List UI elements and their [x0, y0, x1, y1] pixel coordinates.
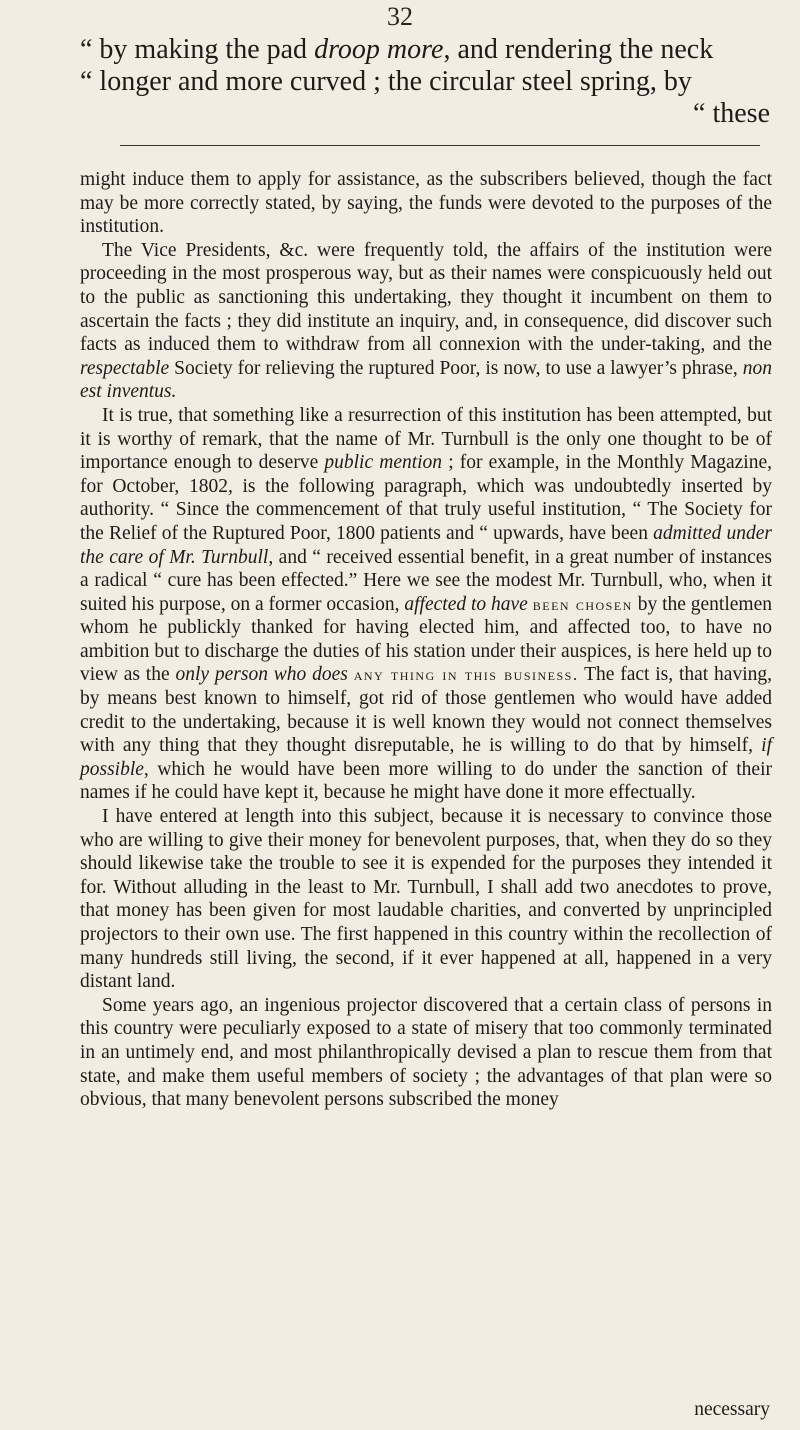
quote-text: “ by making the pad: [80, 34, 315, 65]
text-run: Society for relieving the ruptured Poor, is now, to use a lawyer’s phrase,: [169, 357, 743, 379]
text-run: , which he would have been more willing to do under the sanction of their names if he could have kept it, because he might have done it more effectually.: [80, 758, 772, 804]
quoted-passage: [80, 34, 770, 130]
page-number: 32: [387, 2, 413, 31]
small-caps-run: been chosen: [532, 594, 633, 614]
text-run: It is true, that something like a resurrection of this institution has been attempted, but it is worthy of remark, that the name of Mr. Turnbull is the only one thought to be of importance enough to deserve: [80, 404, 772, 474]
emphasis: respectable: [80, 357, 170, 379]
quote-line: [80, 34, 770, 66]
emphasis: admitted under the care of Mr. Turnbull: [80, 522, 772, 568]
emphasis: if possible: [80, 735, 772, 780]
emphasis: only person who does: [175, 664, 348, 686]
text-run: ; for example, in the Monthly Magazine, for October, 1802, is the following paragraph, which was undoubtedly inserted by authority. “ Since the commencement of that truly useful institution, “ The Society for the Relief of the Ruptured Poor, 1800 patients and “ upwards, have been: [80, 452, 772, 544]
paragraph: might induce them to apply for assistance, as the subscribers believed, though the fact may be more correctly stated, by saying, the funds were devoted to the purposes of the institution.: [80, 169, 772, 238]
quote-line: “ longer and more curved ; the circular steel spring, by: [80, 66, 692, 97]
quote-line: “ these: [693, 98, 770, 129]
emphasis: public mention: [324, 452, 443, 474]
emphasis: affected to have: [404, 593, 528, 615]
catchword: necessary: [694, 1399, 770, 1420]
paragraph: [80, 239, 772, 404]
body-text: [80, 168, 772, 1112]
paragraph: Some years ago, an ingenious projector discovered that a certain class of persons in this country were peculiarly exposed to a state of misery that too commonly terminated in an untimely end, and most philanthropically devised a plan to rescue them from that state, and make them useful members of society ; the advantages of that plan were so obvious, that many benevolent persons subscribed the money: [80, 994, 772, 1111]
paragraph: [80, 404, 772, 805]
quote-text: , and rendering the neck: [443, 34, 714, 65]
text-run: The fact is, that having, by means best known to himself, got rid of those gentlemen who would have added credit to the undertaking, because it is well known they would not connect themselves with any thing that they thought disreputable, he is willing to do that by himself,: [80, 664, 772, 757]
emphasis: non est inventus.: [80, 357, 772, 403]
paragraph: I have entered at length into this subject, because it is necessary to convince those who are willing to give their money for benevolent purposes, that, when they do so they should likewise take the trouble to see it is expended for the purposes they intended it for. Without alluding in the least to Mr. Turnbull, I shall add two anecdotes to prove, that money has been given for most laudable charities, and converted by unprincipled projectors to their own use. The first happened in this country within the recollection of many hundreds still living, the second, if it ever happened at all, happened in a very distant land.: [80, 806, 772, 993]
quote-emphasis: droop more: [314, 34, 444, 65]
text-run: , and “ received essential benefit, in a great number of instances a radical “ cure has been effected.” Here we see the modest Mr. Turnbull, who, when it suited his purpose, on a former occasion,: [80, 546, 772, 615]
text-run: The Vice Presidents, &c. were frequently told, the affairs of the institution were proceeding in the most prosperous way, but as their names were conspicuously held out to the public as sanctioning this undertaking, they thought it incumbent on them to ascertain the facts ; they did institute an inquiry, and, in consequence, did discover such facts as induced them to withdraw from all connexion with the under-taking, and the: [80, 239, 772, 356]
small-caps-run: any thing in this business.: [353, 665, 579, 685]
text-run: by the gentlemen whom he publickly thanked for having elected him, and affected too, to have no ambition but to discharge the duties of his station under their auspices, is here held up to view as the: [80, 593, 772, 686]
section-divider: [120, 145, 760, 146]
